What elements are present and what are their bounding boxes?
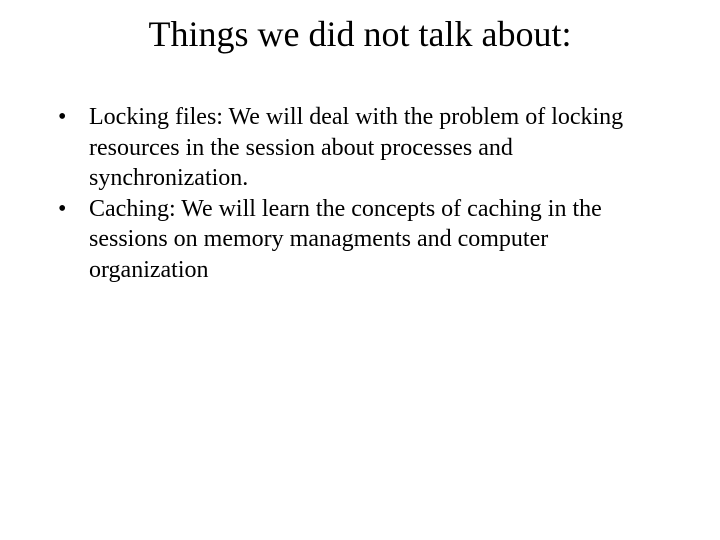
bullet-icon: • bbox=[58, 195, 67, 222]
bullet-icon: • bbox=[58, 104, 67, 130]
bullet-list bbox=[58, 102, 658, 285]
bullet-text: Locking files: We will deal with the problem of locking resources in the session about processes and synchronization. bbox=[89, 104, 624, 191]
bullet-item-caching bbox=[58, 194, 658, 286]
bullet-text: Caching: We will learn the concepts of caching in the sessions on memory managments and computer organization bbox=[89, 195, 602, 283]
slide-title: Things we did not talk about: bbox=[148, 14, 572, 54]
bullet-item-locking-files bbox=[58, 102, 658, 194]
